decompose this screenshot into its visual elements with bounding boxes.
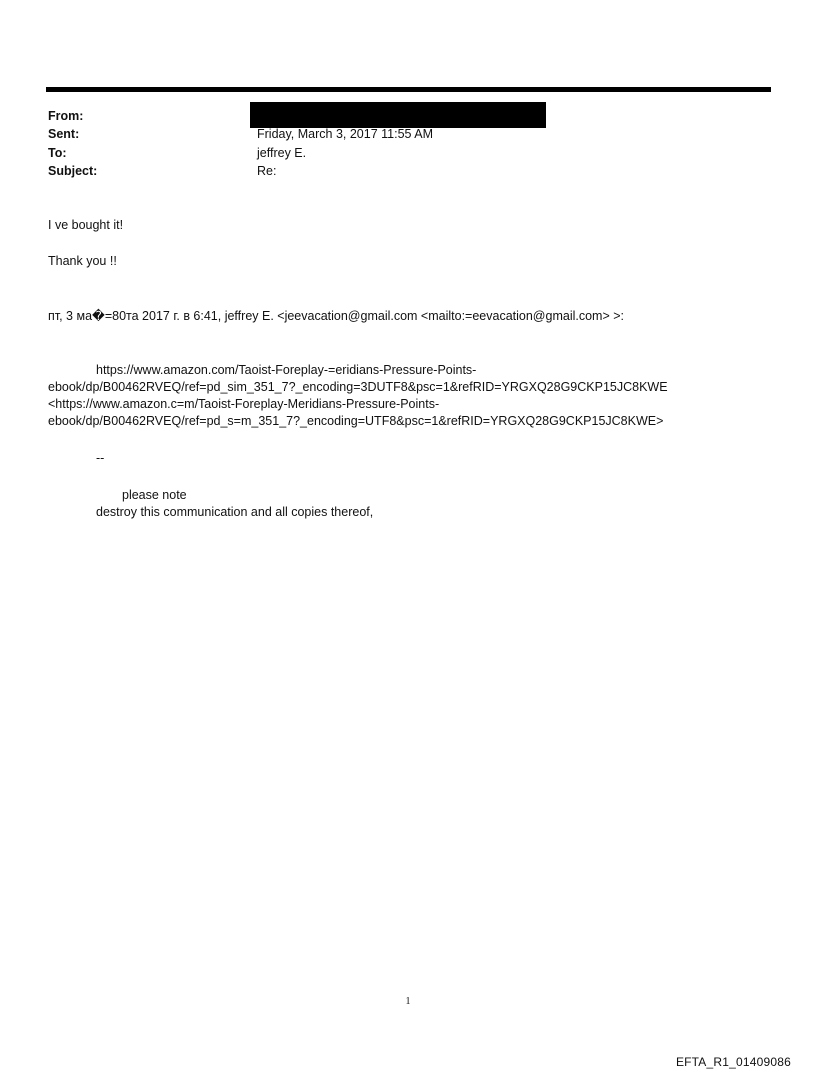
- page-number: 1: [405, 996, 411, 1007]
- sent-value: Friday, March 3, 2017 11:55 AM: [257, 127, 434, 141]
- link-line-2: ebook/dp/B00462RVEQ/ref=pd_sim_351_7?_encoding=3DUTF8&psc=1&refRID=YRGXQ28G9CKP15JC8KWE: [48, 380, 668, 394]
- quote-intro: пт, 3 ма�=80та 2017 г. в 6:41, jeffrey E. <jeevacation@gmail.com <mailto:=eevacation@gmail.com> >:: [48, 309, 625, 323]
- link-line-3: <https://www.amazon.c=m/Taoist-Foreplay-Meridians-Pressure-Points-: [48, 397, 440, 411]
- signature-separator: --: [96, 451, 105, 465]
- subject-label: Subject:: [48, 164, 98, 178]
- link-line-1: https://www.amazon.com/Taoist-Foreplay-=eridians-Pressure-Points-: [96, 363, 477, 377]
- note-line-2: destroy this communication and all copies thereof,: [96, 505, 374, 519]
- from-label: From:: [48, 109, 84, 123]
- sent-label: Sent:: [48, 127, 80, 141]
- top-rule: [46, 87, 771, 92]
- link-line-4: ebook/dp/B00462RVEQ/ref=pd_s=m_351_7?_encoding=UTF8&psc=1&refRID=YRGXQ28G9CKP15JC8KWE>: [48, 414, 664, 428]
- to-label: To:: [48, 146, 67, 160]
- subject-value: Re:: [257, 164, 277, 178]
- document-id: EFTA_R1_01409086: [675, 1055, 791, 1069]
- body-line-2: Thank you !!: [48, 254, 117, 268]
- note-line-1: please note: [122, 488, 187, 502]
- to-value: jeffrey E.: [257, 146, 307, 160]
- redaction-box: [250, 102, 546, 128]
- body-line-1: I ve bought it!: [48, 218, 124, 232]
